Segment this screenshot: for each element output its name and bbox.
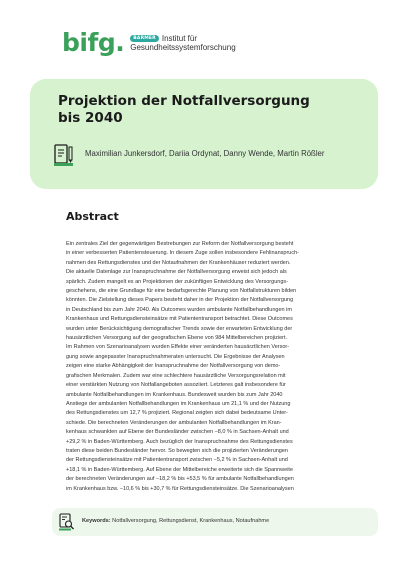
- abstract-line: +29,2 % in Baden-Württemberg. Auch bezüglich der Inanspruchnahme des Rettungsdienstes: [66, 438, 293, 445]
- title-box: [30, 79, 378, 189]
- abstract-line: +18,1 % in Baden-Württemberg. Auf Ebene der Mittelbereiche erweiterte sich die Spannweite: [66, 466, 294, 473]
- keywords-box: [52, 508, 378, 536]
- logo-line-1: [130, 34, 235, 43]
- abstract-line: der berechneten Veränderungen auf −18,2 % bis +53,5 % für ambulante Notfallbehandlungen: [66, 476, 294, 483]
- paper-title: [58, 93, 358, 127]
- abstract-line: Ein zentrales Ziel der gegenwärtigen Bestrebungen zur Reform der Notfallversorgung besteht: [66, 241, 294, 247]
- abstract-line: spärlich. Zudem mangelt es an Projektionen der zukünftigen Entwicklung des Versorgungs-: [66, 278, 288, 285]
- abstract-line: hausärztlichen Versorgung auf der geografischen Ebene von 984 Mittelbereichen projiziert.: [66, 335, 288, 342]
- paper-title-line-2: bis 2040: [58, 110, 123, 126]
- authors: Maximilian Junkersdorf, Dariia Ordynat, Danny Wende, Martin Rößler: [85, 149, 325, 158]
- abstract-line: im Krankenhaus bzw. −10,6 % bis +30,7 % für Rettungsdiensteinsätze. Die Szenarioanalysen: [66, 485, 294, 492]
- logo-wordmark: [62, 30, 124, 56]
- abstract-line: ambulante Notfallbehandlungen im Krankenhaus. Bundesweit wurden bis zum Jahr 2040: [66, 391, 283, 398]
- logo-dot: .: [115, 28, 125, 57]
- abstract-line: kenhaus schwankten auf Ebene der Bundesländer zwischen −8,0 % in Sachsen-Anhalt und: [66, 429, 289, 436]
- abstract-line: könnten. Die Zielstellung dieses Papers besteht daher in der Projektion der Notfallversorgung: [66, 297, 294, 304]
- keywords-label: Keywords:: [82, 518, 111, 524]
- abstract-line: Im Rahmen von Szenarioanalysen wurden Effekte einer veränderten hausärztlichen Versor-: [66, 344, 290, 351]
- abstract-line: schiede. Die berechneten Veränderungen der ambulanten Notfallbehandlungen im Kran-: [66, 419, 282, 426]
- abstract-line: zeigen eine starke Abhängigkeit der Inanspruchnahme der Notfallversorgung von demo-: [66, 363, 281, 370]
- abstract-line: in einer verbesserten Patientensteuerung. In diesem Zuge sollen insbesondere Fehlinanspruch-: [66, 250, 299, 257]
- document-pen-icon: [54, 143, 74, 167]
- institute-line-2: Gesundheitssystemforschung: [130, 43, 236, 52]
- document-search-icon: [59, 513, 75, 531]
- abstract-line: Krankenhaus und Rettungsdiensteinsätze mit Patiententransport betrachtet. Diese Outcomes: [66, 316, 293, 323]
- abstract-line: der Rettungsdiensteinsätze mit Patiententransport zwischen −5,2 % in Sachsen-Anhalt und: [66, 457, 288, 464]
- abstract-line: einer verstärkten Nutzung von Notfallangeboten assoziiert. Letzteres galt insbesondere für: [66, 382, 286, 389]
- paper-title-line-1: Projektion der Notfallversorgung: [58, 93, 310, 109]
- abstract-line: in Deutschland bis zum Jahr 2040. Als Outcomes wurden ambulante Notfallbehandlungen im: [66, 306, 292, 313]
- abstract-line: Die aktuelle Datenlage zur Inanspruchnahme der Notfallversorgung erweist sich jedoch als: [66, 269, 287, 276]
- abstract-line: Anstiege der ambulanten Notfallbehandlungen im Krankenhaus um 21,1 % und der Nutzung: [66, 400, 291, 407]
- logo-word-text: bifg: [62, 28, 116, 57]
- abstract-line: gung sowie angepasster Inanspruchnahmeraten untersucht. Die Ergebnisse der Analysen: [66, 353, 285, 360]
- abstract-line: traten diese beiden Bundesländer hervor. So bewegten sich die projizierten Veränderungen: [66, 447, 288, 454]
- abstract-line: geschehens, die eine Grundlage für eine bedarfsgerechte Planung von Notfallstrukturen bilden: [66, 288, 297, 295]
- logo-institute-block: [130, 34, 235, 53]
- barmer-badge: BARMER: [130, 35, 159, 42]
- keywords-list: Notfallversorgung, Rettungsdienst, Krankenhaus, Notaufnahme: [112, 518, 270, 524]
- abstract-line: grafischen Merkmalen. Zudem war eine schlechtere hausärztliche Versorgungsrelation mit: [66, 372, 286, 379]
- keywords-text: [82, 518, 269, 524]
- institute-line-1: Institut für: [161, 34, 197, 43]
- abstract-heading: Abstract: [66, 210, 119, 223]
- bifg-logo: [62, 30, 236, 58]
- abstract-body: [66, 240, 366, 494]
- abstract-line: nahmen des Rettungsdienstes und der Notaufnahmen der Krankenhäuser reduziert werden.: [66, 259, 291, 266]
- abstract-line: des Rettungsdienstes um 12,7 % projiziert. Regional zeigten sich dabei bedeutsame Unter-: [66, 410, 288, 417]
- abstract-line: wurden unter Berücksichtigung demografischer Trends sowie der erwarteten Entwicklung der: [66, 325, 293, 332]
